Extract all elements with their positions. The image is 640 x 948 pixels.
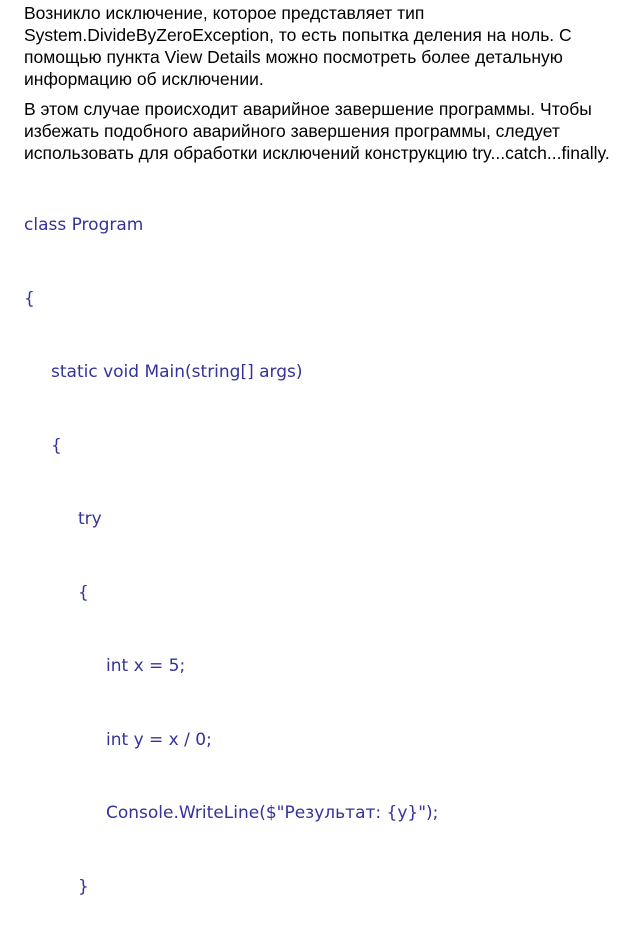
code-block — [24, 164, 630, 948]
code-line-console-writeline: Console.WriteLine($"Результат: {y}"); — [106, 803, 439, 823]
code-line-int-y: int y = x / 0; — [106, 729, 212, 750]
code-line-try-open-brace: { — [78, 582, 89, 603]
code-line-class-open-brace: { — [24, 288, 35, 309]
code-line-main-signature: static void Main(string[] args) — [51, 362, 303, 382]
code-line-try-close-brace: } — [78, 876, 89, 897]
explanation-paragraph-1: Возникло исключение, которое представляет тип System.DivideByZeroException, то есть попытка деления на ноль. С помощью пункта View Details можно посмотреть более детальную информацию об исключении. — [24, 3, 572, 89]
code-line-try: try — [78, 509, 102, 529]
code-line-int-x: int x = 5; — [106, 656, 186, 676]
code-line-main-open-brace: { — [51, 435, 62, 456]
code-line-class-declaration: class Program — [24, 215, 144, 235]
explanation-paragraph-2: В этом случае происходит аварийное завершение программы. Чтобы избежать подобного аварийного завершения программы, следует использовать для обработки исключений конструкцию try...catch...finally. — [24, 99, 610, 163]
